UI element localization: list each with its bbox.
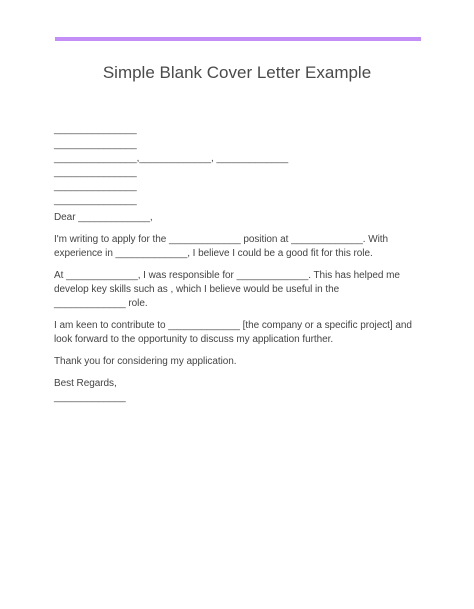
- paragraph-line: develop key skills such as , which I believe would be useful in the: [54, 284, 340, 295]
- header-blank-line: _______________: [54, 167, 137, 178]
- header-blank-line: _______________,_____________, _____________: [54, 153, 289, 164]
- page-title: Simple Blank Cover Letter Example: [102, 63, 372, 82]
- paragraph-line: _____________ role.: [54, 298, 148, 309]
- salutation: Dear _____________,: [54, 212, 153, 223]
- header-blank-line: _______________: [54, 139, 137, 150]
- paragraph-line: look forward to the opportunity to discuss my application further.: [54, 334, 334, 345]
- paragraph-line: I am keen to contribute to _____________ [the company or a specific project] and: [54, 320, 412, 331]
- paragraph-line: Thank you for considering my application.: [54, 356, 237, 367]
- header-blank-line: _______________: [54, 181, 137, 192]
- header-blank-line: _______________: [54, 124, 137, 135]
- paragraph-line: I'm writing to apply for the _____________ position at _____________. With: [54, 234, 389, 245]
- accent-bar: [55, 37, 421, 41]
- paragraph-line: At _____________, I was responsible for _____________. This has helped me: [54, 270, 400, 281]
- header-blank-line: _______________: [54, 195, 137, 206]
- paragraph-line: experience in _____________, I believe I could be a good fit for this role.: [54, 248, 373, 259]
- signature-blank: _____________: [54, 392, 126, 403]
- closing: Best Regards,: [54, 378, 117, 389]
